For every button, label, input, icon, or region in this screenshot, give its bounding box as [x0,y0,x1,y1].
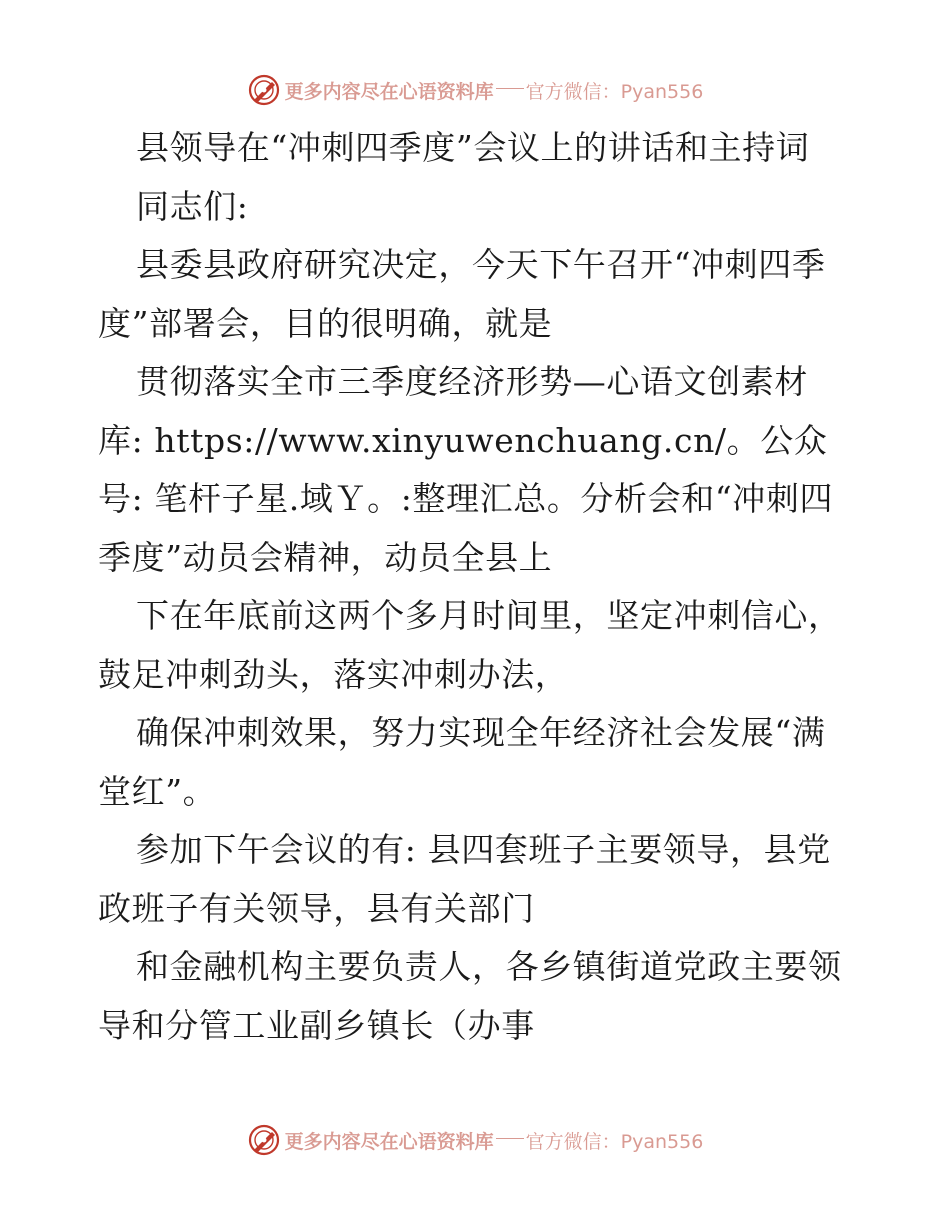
doc-paragraph: 参加下午会议的有: 县四套班子主要领导，县党政班子有关领导，县有关部门 [98,830,831,928]
doc-paragraph: 贯彻落实全市三季度经济形势—心语文创素材库: https://www.xinyuwenchuang.cn/。公众号: 笔杆子星.域Ｙ。:整理汇总。分析会和“冲刺四季度”动员会精神，动员全县上 [98,362,834,577]
document-body [98,119,853,1055]
doc-title: 县领导在“冲刺四季度”会议上的讲话和主持词 [136,128,810,167]
brand-text: 更多内容尽在心语资料库 [284,1130,494,1153]
page-header [0,70,950,110]
brand-logo-icon [247,73,281,107]
wechat-text: 官方微信：Pyan556 [525,1130,704,1153]
doc-paragraph: 下在年底前这两个多月时间里，坚定冲刺信心，鼓足冲刺劲头，落实冲刺办法， [98,596,842,694]
doc-paragraph: 确保冲刺效果，努力实现全年经济社会发展“满堂红”。 [98,713,826,811]
page-footer [0,1120,950,1160]
brand-divider [496,1138,524,1139]
wechat-text: 官方微信：Pyan556 [525,80,704,103]
doc-paragraph: 和金融机构主要负责人，各乡镇街道党政主要领导和分管工业副乡镇长（办事 [98,947,842,1045]
brand-logo-icon [247,1123,281,1157]
doc-salutation: 同志们: [136,186,249,226]
brand-text: 更多内容尽在心语资料库 [284,80,494,103]
doc-paragraph: 县委县政府研究决定，今天下午召开“冲刺四季度”部署会，目的很明确，就是 [98,245,826,343]
brand-divider [496,88,524,89]
